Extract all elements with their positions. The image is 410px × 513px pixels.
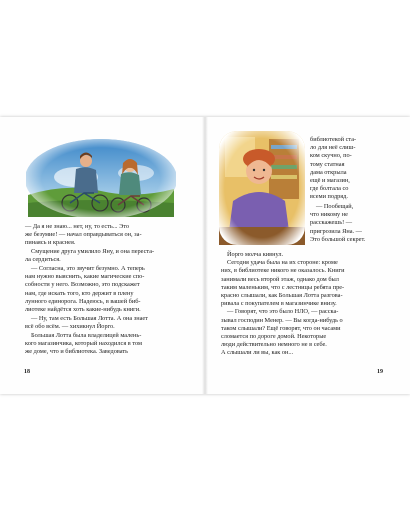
page-number-left: 18: [24, 369, 30, 375]
paragraph-5: Большая Лотта была владелицей малень- кого магазинчика, который находился в том же доме, что и библиотека. Заведовать: [25, 332, 143, 356]
paragraph-2: Смущение друга умилило Яну, и она переста- ла сердиться.: [25, 248, 155, 264]
side-dialog-block: — Пообещай, что никому не расскажешь! — пригрозила Яна. — Это большой секрет.: [310, 203, 366, 243]
side-text-block: библиотекой ста- ло для неё слиш- ком скучно, по- тому статная дама открыла ещё и магазин, где болтала со всеми подряд.: [310, 136, 357, 201]
paragraph-4: — Ну, там есть Большая Лотта. А она знает всё обо всём. — хихикнул Йорго.: [25, 315, 148, 331]
illustration-kids-on-bikes: [26, 137, 176, 217]
book-spread: [0, 117, 410, 394]
paragraph-1: — Да я не знаю... нет, ну, то есть... Это же безумие! — начал оправдываться он, за- пинаясь и краснея.: [25, 223, 142, 247]
illustration-woman-in-shop: [219, 131, 305, 245]
page-number-right: 19: [377, 369, 383, 375]
right-page: [205, 117, 410, 394]
book-gutter: [202, 117, 208, 394]
left-page: [0, 117, 205, 394]
body-text-block: Йорго молча кивнул. Сегодня удача была на их стороне: кроме них, в библиотеке никого не оказалось. Книги занимали весь второй этаж, однако дом был таким маленьким, что с лестницы ребята пре- красно слышали, как Большая Лотта разгова- ривала с покупателем в магазинчике внизу. — Говорят, что это было НЛО, — расска- зывал господин Менер. — Вы когда-нибудь о таком слышали? Ещё говорят, что он часами сломается по дороге домой. Некоторые люди действительно немного не в себе. А слышали ли вы, как он...: [221, 251, 345, 357]
paragraph-3: — Согласна, это звучит безумно. А теперь нам нужно выяснить, какие магические спо- собности у него. Возможно, это подскажет нам, где искать того, кто держит в плену лунного единорога. Надеюсь, в вашей биб- лиотеке найдётся хоть какие-нибудь книги.: [25, 265, 145, 314]
